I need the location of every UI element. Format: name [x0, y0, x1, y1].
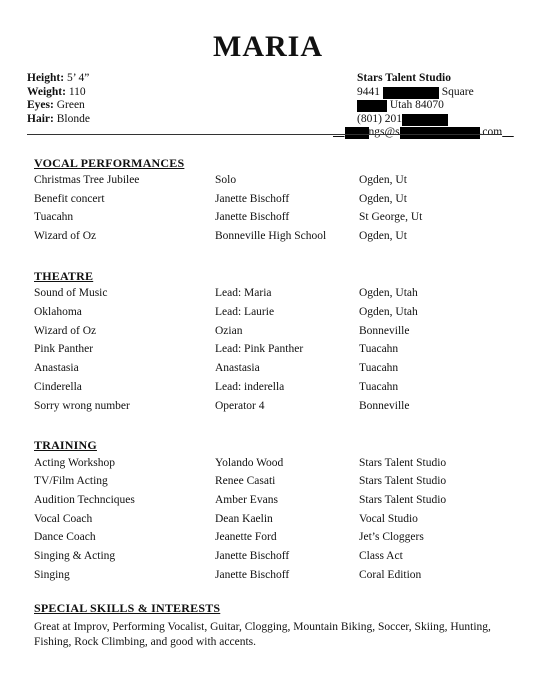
table-row: Benefit concert Janette Bischoff Ogden, Ut — [34, 193, 407, 205]
redaction-bar — [402, 114, 448, 126]
table-row: Vocal Coach Dean Kaelin Vocal Studio — [34, 513, 418, 525]
table-row: Singing & Acting Janette Bischoff Class Act — [34, 550, 403, 562]
table-row: Anastasia Anastasia Tuacahn — [34, 362, 399, 374]
table-row: Audition Technciques Amber Evans Stars Talent Studio — [34, 494, 447, 506]
agency-phone: (801) 201 — [357, 113, 536, 127]
table-row: Cinderella Lead: inderella Tuacahn — [34, 381, 399, 393]
agency-address-line: 9441 Square — [357, 85, 474, 98]
stat-eyes: Eyes: Green — [27, 99, 85, 111]
header-divider — [27, 134, 502, 135]
stat-weight: Weight: 110 — [27, 85, 86, 98]
section-title-skills: SPECIAL SKILLS & INTERESTS — [34, 601, 221, 615]
table-row: Sound of Music Lead: Maria Ogden, Utah — [34, 287, 418, 299]
agency-email[interactable]: ngs@s .com — [333, 126, 514, 140]
redaction-bar — [357, 100, 387, 112]
table-row: Dance Coach Jeanette Ford Jet’s Cloggers — [34, 531, 424, 543]
skills-paragraph: Great at Improv, Performing Vocalist, Guitar, Clogging, Mountain Biking, Soccer, Skiing, Hunting, Fishing, Rock Climbing, and good with accents. — [34, 621, 491, 648]
section-title-training: TRAINING — [34, 438, 97, 452]
table-row: Pink Panther Lead: Pink Panther Tuacahn — [34, 343, 399, 355]
stat-height: Height: 5’ 4” — [27, 72, 90, 84]
agency-city-line: Utah 84070 — [357, 99, 536, 113]
stat-hair: Hair: Blonde — [27, 112, 90, 125]
table-row: Sorry wrong number Operator 4 Bonneville — [34, 400, 410, 412]
physical-stats — [27, 72, 90, 126]
table-row: TV/Film Acting Renee Casati Stars Talent Studio — [34, 475, 447, 487]
table-row: Singing Janette Bischoff Coral Edition — [34, 569, 422, 581]
name-header — [0, 30, 536, 62]
redaction-bar — [383, 87, 439, 99]
agency-name: Stars Talent Studio — [357, 72, 451, 84]
table-row: Wizard of Oz Ozian Bonneville — [34, 325, 410, 337]
table-row: Christmas Tree Jubilee Solo Ogden, Ut — [34, 174, 407, 186]
section-title-theatre: THEATRE — [34, 269, 94, 283]
agency-contact — [357, 72, 536, 140]
table-row: Wizard of Oz Bonneville High School Ogden, Ut — [34, 230, 407, 242]
table-row: Oklahoma Lead: Laurie Ogden, Utah — [34, 306, 418, 318]
table-row: Acting Workshop Yolando Wood Stars Talent Studio — [34, 457, 447, 469]
section-title-vocal: VOCAL PERFORMANCES — [34, 156, 185, 170]
candidate-name: MARIA — [213, 30, 323, 63]
table-row: Tuacahn Janette Bischoff St George, Ut — [34, 211, 423, 223]
